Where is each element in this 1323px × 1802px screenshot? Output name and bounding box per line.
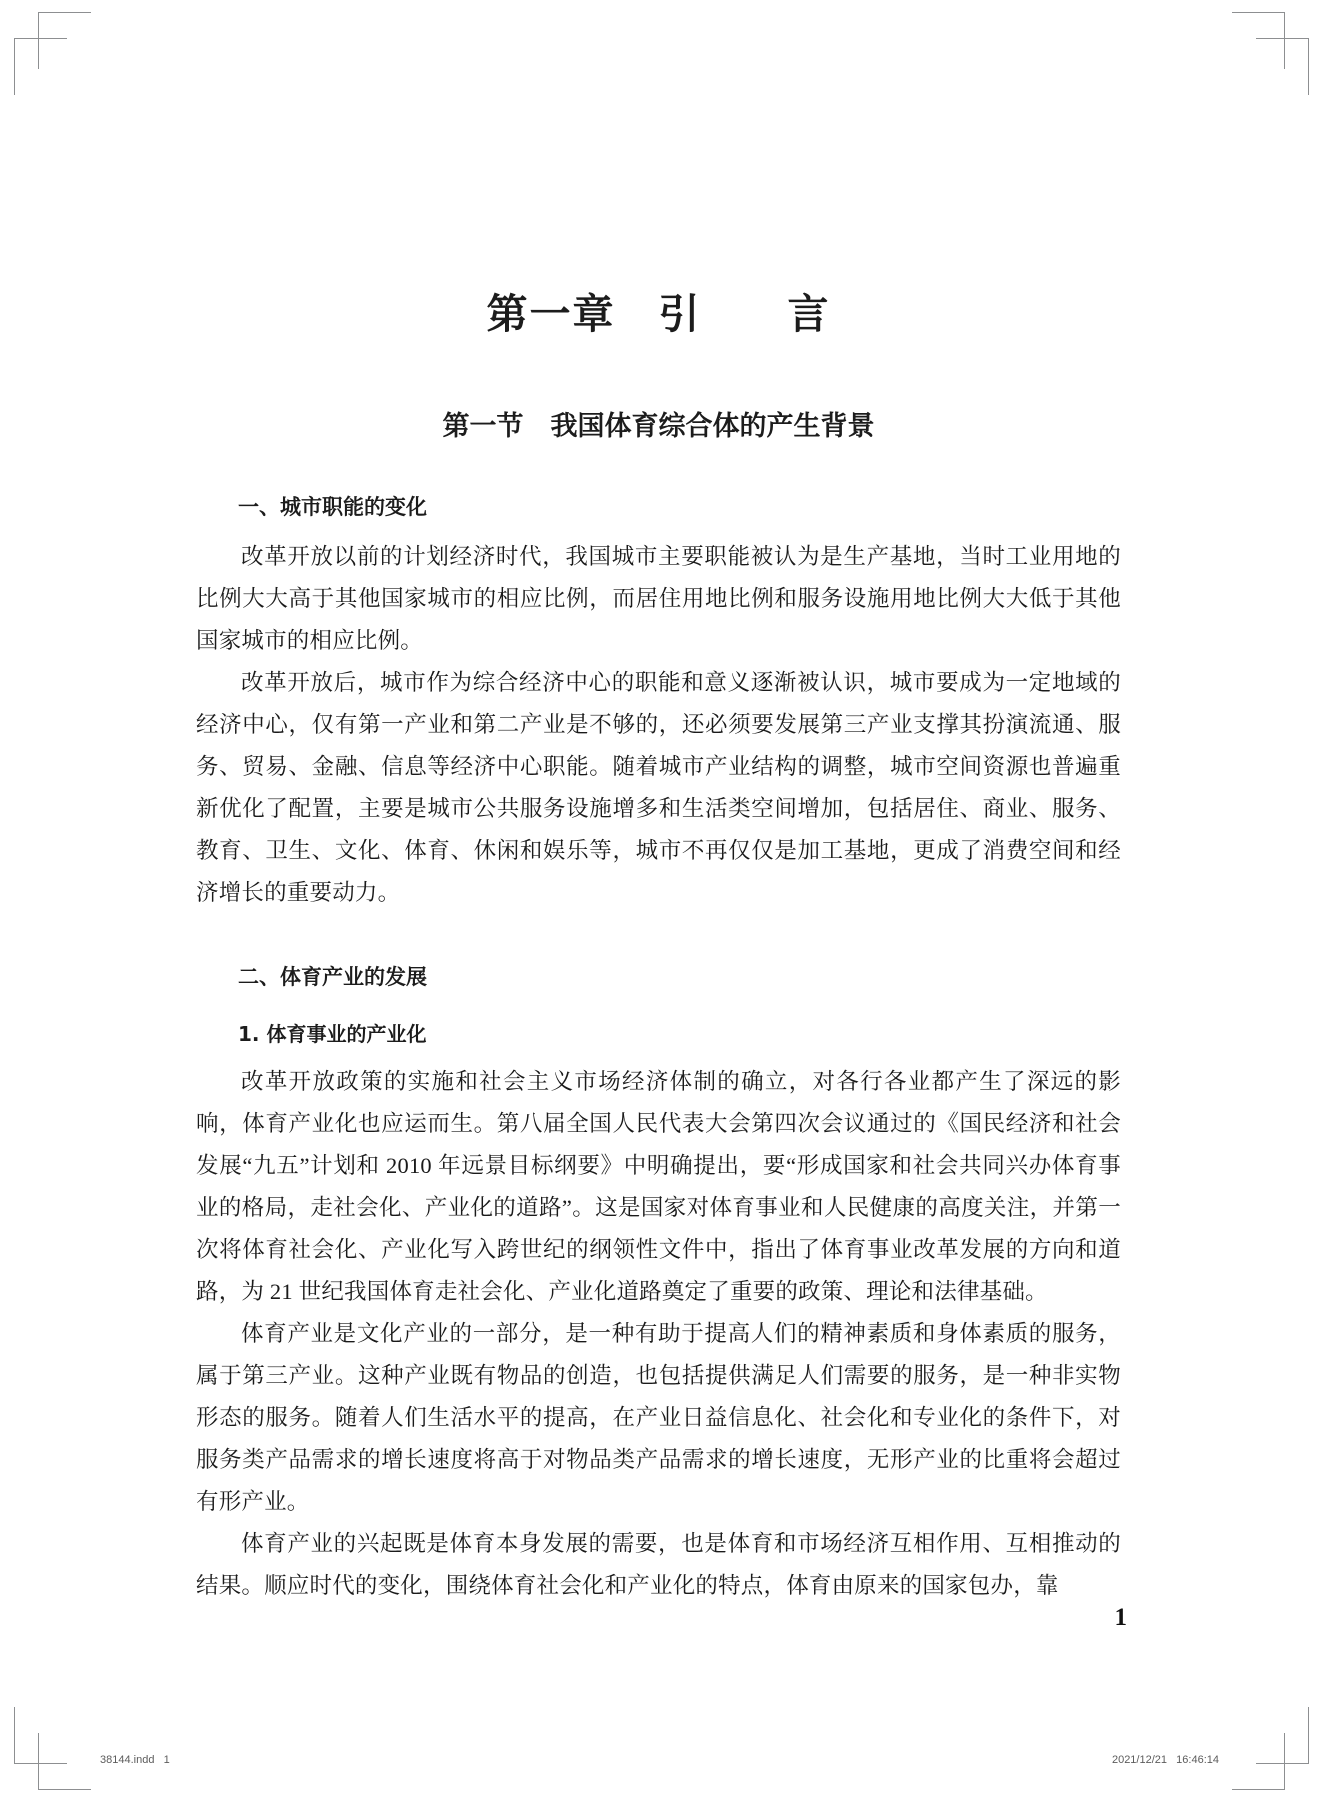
crop-mark-top-left-inner-icon	[14, 38, 67, 95]
footer-timestamp: 2021/12/21 16:46:14	[1111, 1754, 1219, 1766]
section-title: 第一节 我国体育综合体的产生背景	[442, 411, 875, 443]
chapter-title: 第一章 引 言	[486, 290, 831, 338]
text-column	[196, 0, 1121, 1607]
paragraph-4: 体育产业是文化产业的一部分，是一种有助于提高人们的精神素质和身体素质的服务，属于第三产业。这种产业既有物品的创造，也包括提供满足人们需要的服务，是一种非实物形态的服务。随着人们生活水平的提高，在产业日益信息化、社会化和专业化的条件下，对服务类产品需求的增长速度将高于对物品类产品需求的增长速度，无形产业的比重将会超过有形产业。	[196, 1320, 1121, 1514]
heading-sports-industry-development: 二、体育产业的发展	[238, 964, 427, 989]
crop-mark-bottom-right-inner-icon	[1256, 1707, 1309, 1764]
page-number: 1	[1114, 1604, 1127, 1631]
paragraph-5: 体育产业的兴起既是体育本身发展的需要，也是体育和市场经济互相作用、互相推动的结果。顺应时代的变化，围绕体育社会化和产业化的特点，体育由原来的国家包办，靠	[196, 1530, 1121, 1598]
paragraph-1: 改革开放以前的计划经济时代，我国城市主要职能被认为是生产基地，当时工业用地的比例大大高于其他国家城市的相应比例，而居住用地比例和服务设施用地比例大大低于其他国家城市的相应比例。	[196, 543, 1121, 653]
crop-mark-top-right-inner-icon	[1256, 38, 1309, 95]
paragraph-3: 改革开放政策的实施和社会主义市场经济体制的确立，对各行各业都产生了深远的影响，体育产业化也应运而生。第八届全国人民代表大会第四次会议通过的《国民经济和社会发展“九五”计划和 2010 年远景目标纲要》中明确提出，要“形成国家和社会共同兴办体育事业的格局，走社会化、产业化的道路”。这是国家对体育事业和人民健康的高度关注，并第一次将体育社会化、产业化写入跨世纪的纲领性文件中，指出了体育事业改革发展的方向和道路，为 21 世纪我国体育走社会化、产业化道路奠定了重要的政策、理论和法律基础。	[196, 1068, 1121, 1304]
heading-sports-industrialization: 1. 体育事业的产业化	[238, 1021, 427, 1046]
crop-mark-bottom-left-inner-icon	[14, 1707, 67, 1764]
footer-file-name: 38144.indd 1	[100, 1754, 170, 1766]
heading-city-function-change: 一、城市职能的变化	[238, 495, 427, 520]
paragraph-2: 改革开放后，城市作为综合经济中心的职能和意义逐渐被认识，城市要成为一定地域的经济中心，仅有第一产业和第二产业是不够的，还必须要发展第三产业支撑其扮演流通、服务、贸易、金融、信息等经济中心职能。随着城市产业结构的调整，城市空间资源也普遍重新优化了配置，主要是城市公共服务设施增多和生活类空间增加，包括居住、商业、服务、教育、卫生、文化、体育、休闲和娱乐等，城市不再仅仅是加工基地，更成了消费空间和经济增长的重要动力。	[196, 669, 1121, 905]
